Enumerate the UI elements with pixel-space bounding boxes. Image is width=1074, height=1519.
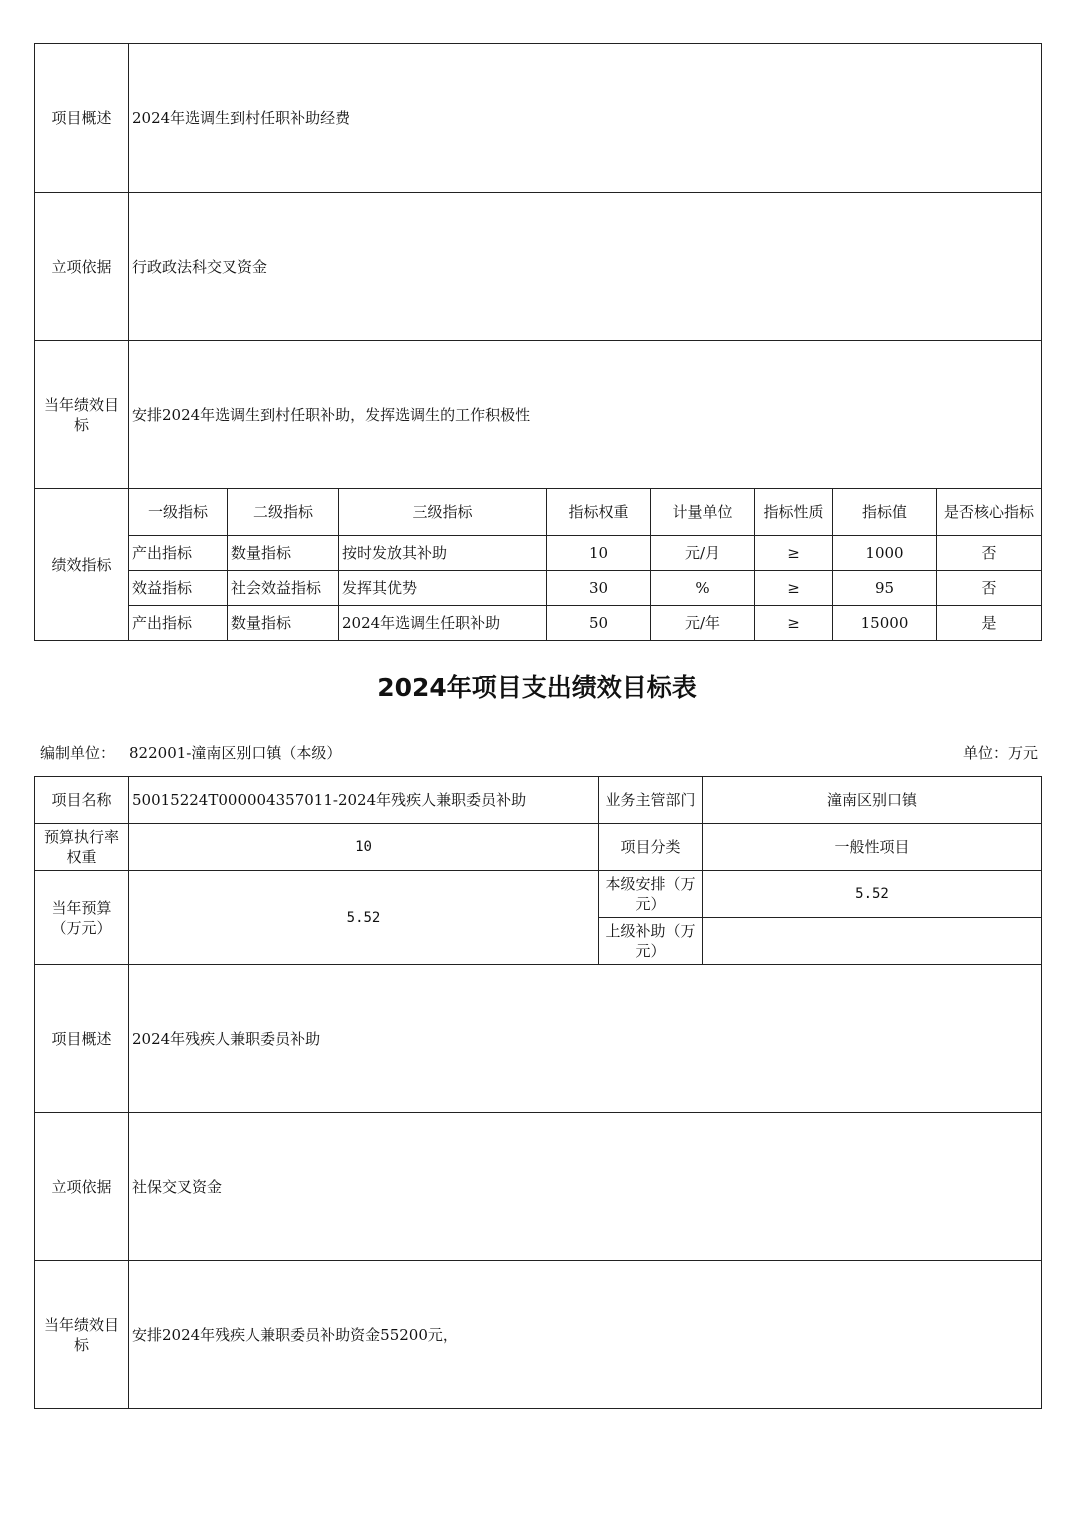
indicator-level3: 2024年选调生任职补助 (339, 606, 547, 641)
goal-label: 当年绩效目标 (35, 341, 129, 489)
dept-label: 业务主管部门 (599, 777, 703, 824)
indicator-core: 是 (937, 606, 1042, 641)
b-overview-value: 2024年残疾人兼职委员补助 (129, 965, 1042, 1113)
upper-label: 上级补助（万元） (599, 918, 703, 965)
indicator-row (35, 606, 1042, 641)
indicator-row (35, 571, 1042, 606)
indicator-value: 95 (833, 571, 937, 606)
b-basis-label: 立项依据 (35, 1113, 129, 1261)
b-overview-row (35, 965, 1042, 1113)
indicator-unit: 元/月 (651, 536, 755, 571)
indicator-level2: 数量指标 (228, 606, 339, 641)
indicator-level3: 按时发放其补助 (339, 536, 547, 571)
b-goal-row (35, 1261, 1042, 1409)
indicator-nature: ≥ (755, 571, 833, 606)
currency-unit: 单位：万元 (962, 744, 1038, 762)
header-level3: 三级指标 (339, 489, 547, 536)
exec-weight-label: 预算执行率权重 (35, 824, 129, 871)
page-title: 2024年项目支出绩效目标表 (377, 673, 697, 702)
b-goal-label: 当年绩效目标 (35, 1261, 129, 1409)
local-value: 5.52 (703, 871, 1042, 918)
goal-row (35, 341, 1042, 489)
budget-label: 当年预算（万元） (35, 871, 129, 965)
indicator-level2: 社会效益指标 (228, 571, 339, 606)
indicator-value: 1000 (833, 536, 937, 571)
indicator-weight: 50 (547, 606, 651, 641)
budget-value: 5.52 (129, 871, 599, 965)
category-label: 项目分类 (599, 824, 703, 871)
indicator-row (35, 536, 1042, 571)
compiling-unit (40, 742, 341, 763)
goal-value: 安排2024年选调生到村任职补助，发挥选调生的工作积极性 (129, 341, 1042, 489)
indicator-value: 15000 (833, 606, 937, 641)
indicator-unit: 元/年 (651, 606, 755, 641)
header-unit: 计量单位 (651, 489, 755, 536)
indicator-level3: 发挥其优势 (339, 571, 547, 606)
indicator-weight: 30 (547, 571, 651, 606)
category-value: 一般性项目 (703, 824, 1042, 871)
header-level1: 一级指标 (129, 489, 228, 536)
exec-weight-row (35, 824, 1042, 871)
header-nature: 指标性质 (755, 489, 833, 536)
b-goal-value: 安排2024年残疾人兼职委员补助资金55200元， (129, 1261, 1042, 1409)
compiling-unit-label: 编制单位： (40, 744, 116, 762)
indicators-label: 绩效指标 (35, 489, 129, 641)
budget-row (35, 871, 1042, 918)
exec-weight-value: 10 (129, 824, 599, 871)
b-basis-value: 社保交叉资金 (129, 1113, 1042, 1261)
indicator-core: 否 (937, 536, 1042, 571)
local-label: 本级安排（万元） (599, 871, 703, 918)
basis-label: 立项依据 (35, 193, 129, 341)
indicator-level2: 数量指标 (228, 536, 339, 571)
indicator-core: 否 (937, 571, 1042, 606)
project-name-value: 50015224T000004357011-2024年残疾人兼职委员补助 (129, 777, 599, 824)
indicator-weight: 10 (547, 536, 651, 571)
compiling-unit-value: 822001-潼南区别口镇（本级） (129, 744, 342, 762)
overview-row (35, 44, 1042, 193)
top-performance-table (34, 43, 1042, 641)
overview-label: 项目概述 (35, 44, 129, 193)
overview-value: 2024年选调生到村任职补助经费 (129, 44, 1042, 193)
header-value: 指标值 (833, 489, 937, 536)
dept-value: 潼南区别口镇 (703, 777, 1042, 824)
indicator-level1: 产出指标 (129, 606, 228, 641)
indicator-header-row (35, 489, 1042, 536)
indicator-level1: 产出指标 (129, 536, 228, 571)
header-weight: 指标权重 (547, 489, 651, 536)
b-overview-label: 项目概述 (35, 965, 129, 1113)
indicator-nature: ≥ (755, 606, 833, 641)
header-level2: 二级指标 (228, 489, 339, 536)
project-name-row (35, 777, 1042, 824)
upper-value (703, 918, 1042, 965)
basis-row (35, 193, 1042, 341)
indicator-nature: ≥ (755, 536, 833, 571)
indicator-unit: % (651, 571, 755, 606)
indicator-level1: 效益指标 (129, 571, 228, 606)
b-basis-row (35, 1113, 1042, 1261)
project-name-label: 项目名称 (35, 777, 129, 824)
bottom-performance-table (34, 776, 1042, 1409)
basis-value: 行政政法科交叉资金 (129, 193, 1042, 341)
header-core: 是否核心指标 (937, 489, 1042, 536)
